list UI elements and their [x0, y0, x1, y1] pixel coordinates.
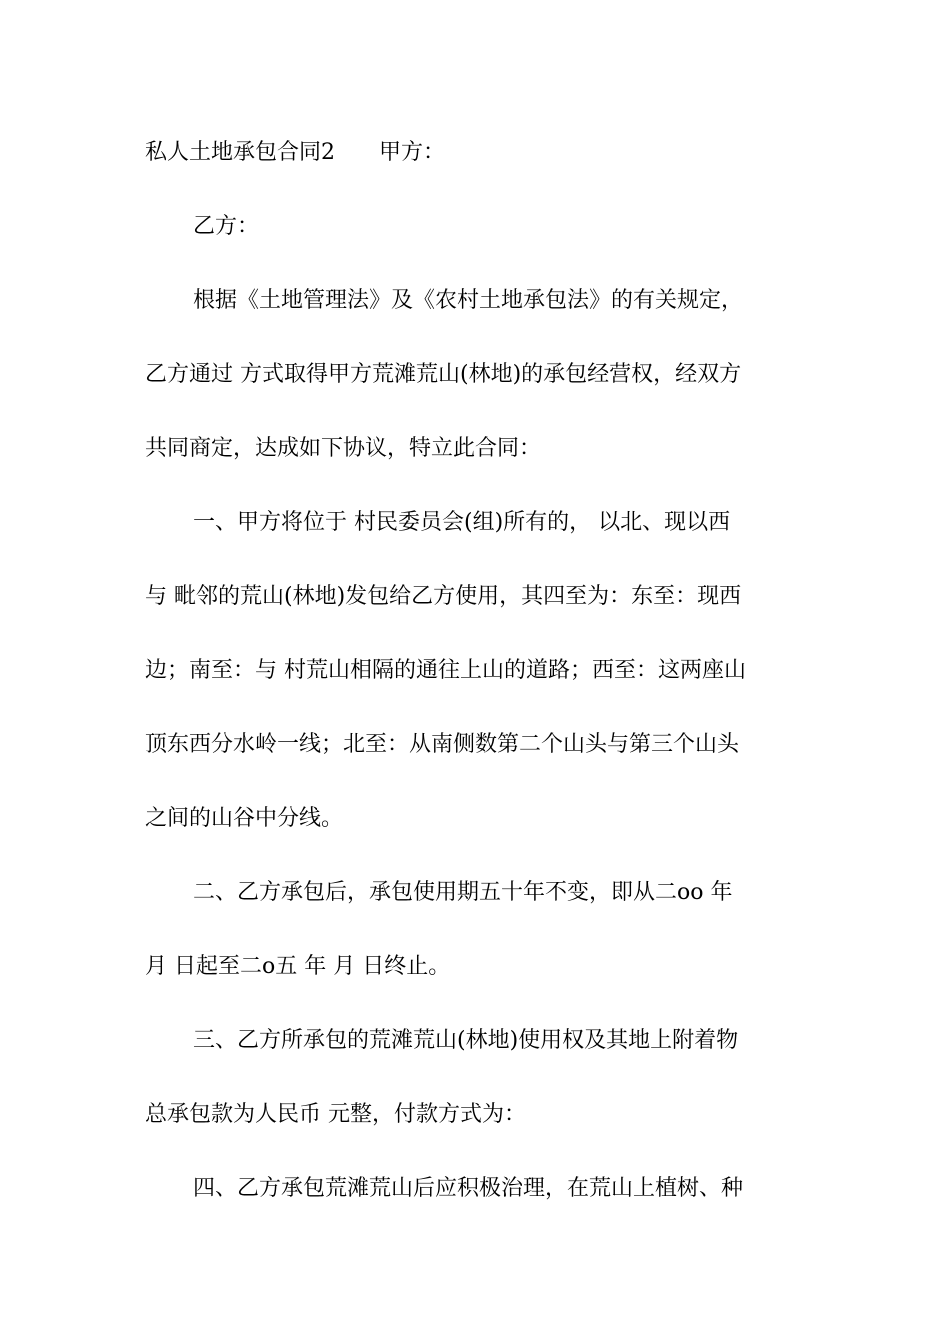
paragraph-line: 乙方通过 方式取得甲方荒滩荒山(林地)的承包经营权，经双方	[145, 362, 742, 387]
clause-two-line: 二、乙方承包后，承包使用期五十年不变，即从二oo 年	[193, 880, 733, 905]
party-b-line: 乙方：	[193, 214, 260, 239]
clause-one-line: 一、甲方将位于 村民委员会(组)所有的， 以北、现以西	[193, 510, 731, 535]
clause-three-line: 三、乙方所承包的荒滩荒山(林地)使用权及其地上附着物	[193, 1028, 739, 1053]
paragraph-line: 之间的山谷中分线。	[145, 806, 344, 831]
paragraph-line: 顶东西分水岭一线；北至：从南侧数第二个山头与第三个山头	[145, 732, 740, 757]
paragraph-line: 共同商定，达成如下协议，特立此合同：	[145, 436, 542, 461]
paragraph-line: 月 日起至二o五 年 月 日终止。	[145, 954, 451, 979]
paragraph-line: 与 毗邻的荒山(林地)发包给乙方使用，其四至为：东至：现西	[145, 584, 742, 609]
paragraph-line: 根据《土地管理法》及《农村土地承包法》的有关规定，	[193, 288, 744, 313]
clause-four-line: 四、乙方承包荒滩荒山后应积极治理，在荒山上植树、种	[193, 1176, 744, 1201]
paragraph-line: 总承包款为人民币 元整，付款方式为：	[145, 1102, 526, 1127]
contract-title-line: 私人土地承包合同2 甲方：	[145, 140, 445, 165]
paragraph-line: 边；南至：与 村荒山相隔的通往上山的道路；西至：这两座山	[145, 658, 746, 683]
